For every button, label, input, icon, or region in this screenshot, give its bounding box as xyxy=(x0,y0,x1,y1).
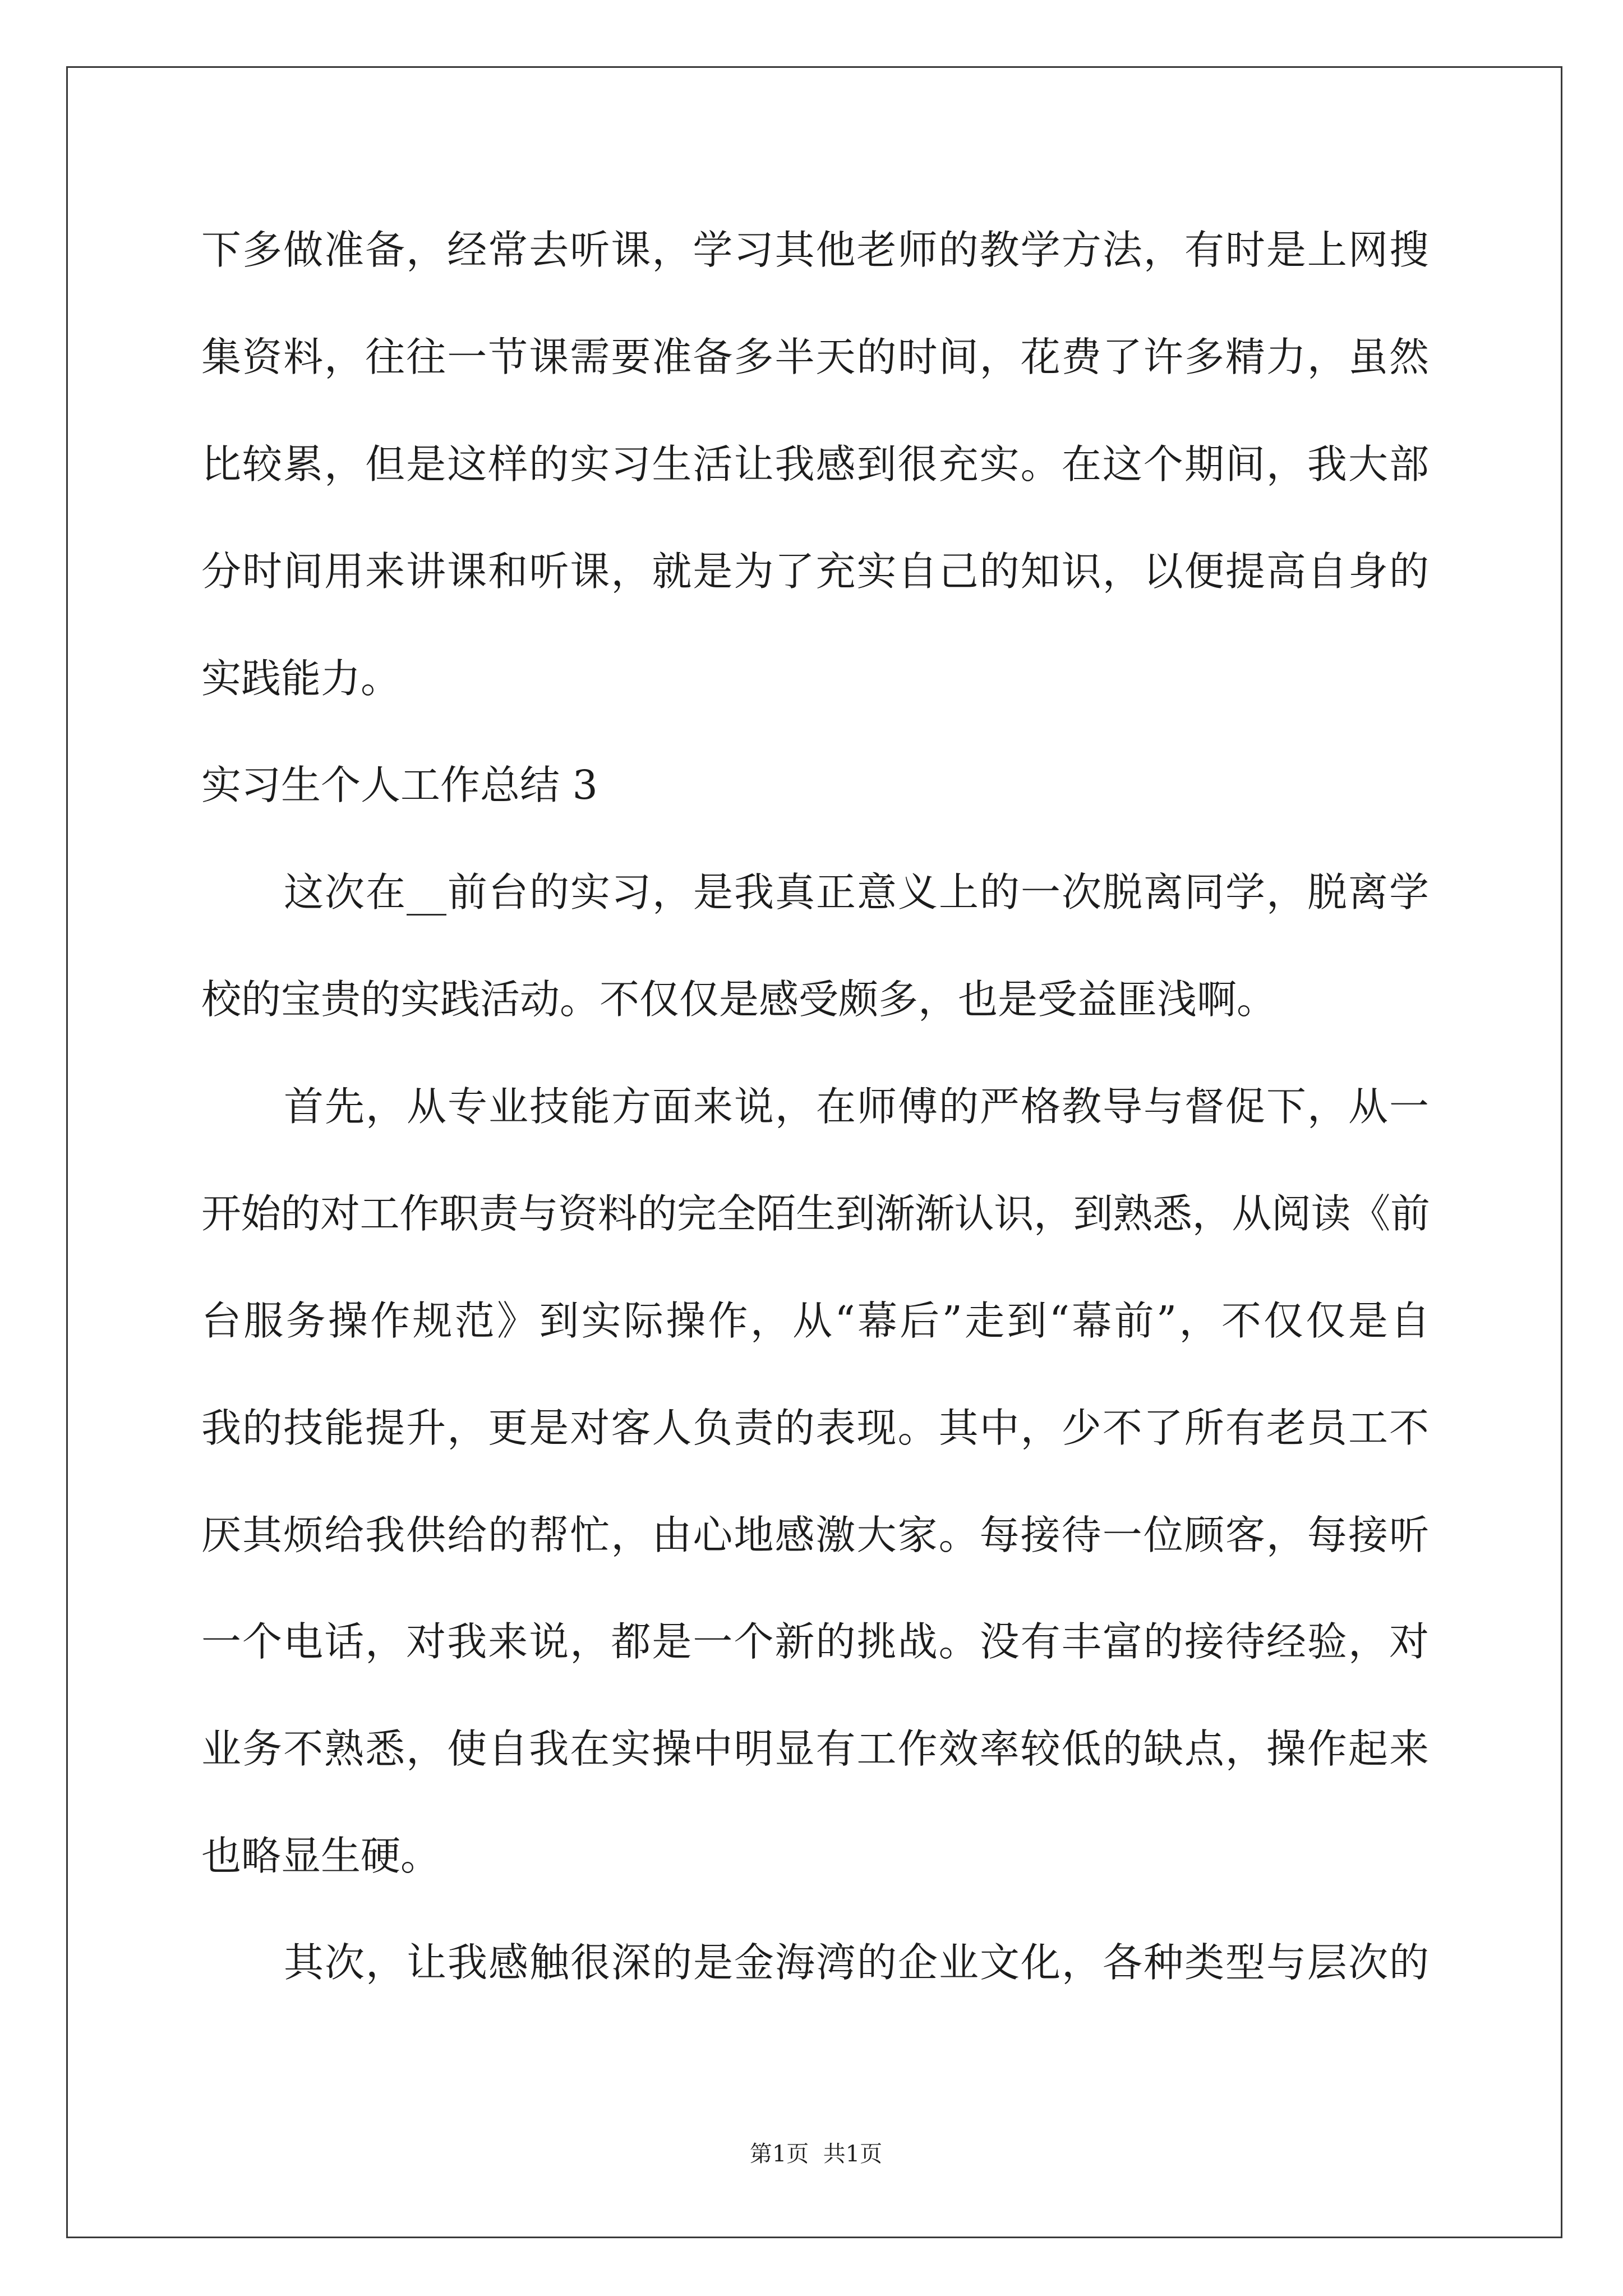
body-text-line: 分时间用来讲课和听课，就是为了充实自己的知识，以便提高自身的 xyxy=(201,548,1429,595)
body-text-line: 首先，从专业技能方面来说，在师傅的严格教导与督促下，从一 xyxy=(284,1083,1429,1130)
body-text-line: 这次在__前台的实习，是我真正意义上的一次脱离同学，脱离学 xyxy=(284,869,1429,915)
body-text-line: 台服务操作规范》到实际操作，从“幕后”走到“幕前”，不仅仅是自 xyxy=(201,1297,1429,1344)
body-text-line: 开始的对工作职责与资料的完全陌生到渐渐认识，到熟悉，从阅读《前 xyxy=(201,1190,1429,1237)
body-text-line: 集资料，往往一节课需要准备多半天的时间，花费了许多精力，虽然 xyxy=(201,334,1429,380)
body-text-line: 下多做准备，经常去听课，学习其他老师的教学方法，有时是上网搜 xyxy=(201,227,1429,273)
body-text-line: 一个电话，对我来说，都是一个新的挑战。没有丰富的接待经验，对 xyxy=(201,1618,1429,1665)
body-text-line: 实践能力。 xyxy=(201,655,401,702)
page-border xyxy=(66,66,1562,2238)
body-text-line: 厌其烦给我供给的帮忙，由心地感激大家。每接待一位顾客，每接听 xyxy=(201,1512,1429,1558)
page-number-footer: 第1页 共1页 xyxy=(749,2141,883,2167)
body-text-line: 校的宝贵的实践活动。不仅仅是感受颇多，也是受益匪浅啊。 xyxy=(201,976,1277,1023)
body-text-line: 其次，让我感触很深的是金海湾的企业文化，各种类型与层次的 xyxy=(284,1939,1429,1986)
section-heading: 实习生个人工作总结 3 xyxy=(201,762,598,808)
body-text-line: 也略显生硬。 xyxy=(201,1833,441,1879)
body-text-line: 业务不熟悉，使自我在实操中明显有工作效率较低的缺点，操作起来 xyxy=(201,1726,1429,1772)
body-text-line: 我的技能提升，更是对客人负责的表现。其中，少不了所有老员工不 xyxy=(201,1405,1429,1451)
body-text-line: 比较累，但是这样的实习生活让我感到很充实。在这个期间，我大部 xyxy=(201,441,1429,487)
